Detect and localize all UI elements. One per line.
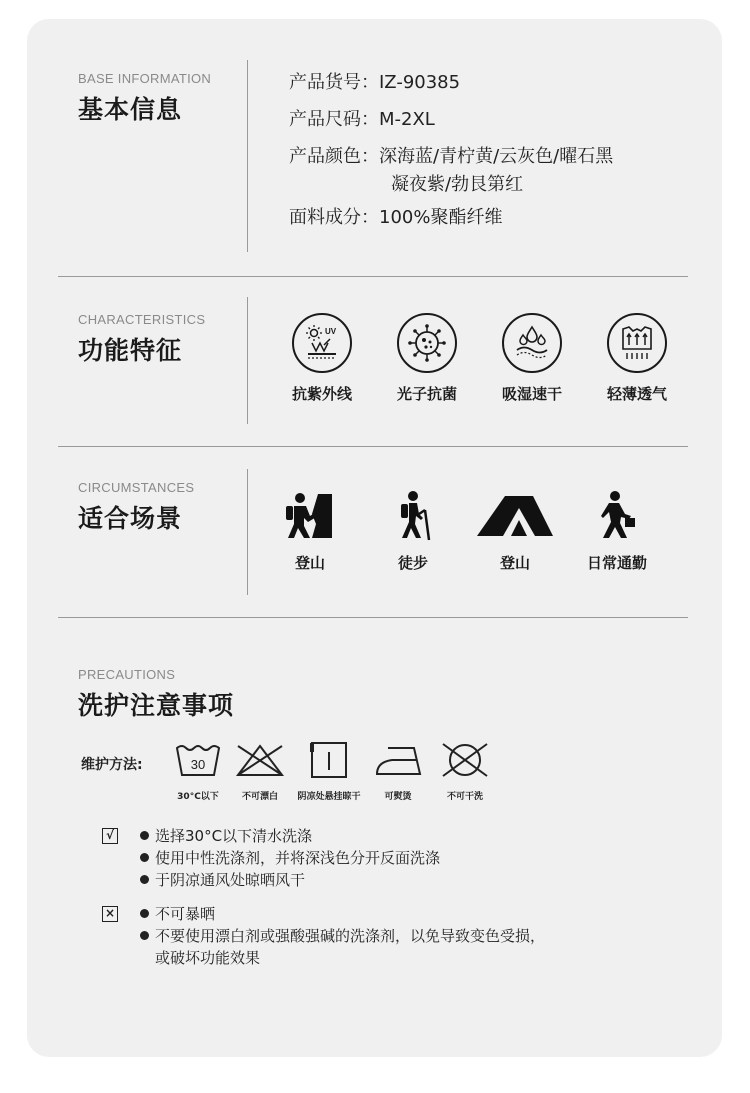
feature-label: 吸湿速干 xyxy=(501,385,562,403)
care-caption: 不可干洗 xyxy=(446,792,483,802)
info-row-size xyxy=(289,105,435,131)
divider-vertical xyxy=(247,297,248,424)
info-key: 产品颜色： xyxy=(289,146,379,167)
dont-item-cont xyxy=(155,947,260,968)
uv-protection-icon xyxy=(292,313,352,373)
section-title-circumstances: 适合场景 xyxy=(78,504,183,533)
scene-climbing xyxy=(265,490,355,573)
info-value: 深海蓝/青柠黄/云灰色/曜石黑 xyxy=(379,146,614,167)
no-dry-clean-icon xyxy=(439,740,491,780)
info-value: IZ-90385 xyxy=(379,72,461,93)
scene-commute xyxy=(572,490,662,573)
section-title-base: 基本信息 xyxy=(78,95,183,124)
do-item xyxy=(140,869,305,890)
divider-vertical xyxy=(247,469,248,595)
dont-item xyxy=(140,925,545,946)
dont-item-text: 或破坏功能效果 xyxy=(155,949,261,967)
care-caption: 阴凉处悬挂晾干 xyxy=(297,792,361,802)
climbing-icon xyxy=(282,490,338,542)
dont-item-text: 不可暴晒 xyxy=(155,905,216,923)
dont-cross-icon: × xyxy=(102,906,118,922)
feature-label: 光子抗菌 xyxy=(396,385,457,403)
no-bleach-icon xyxy=(234,742,286,778)
info-key: 产品尺码： xyxy=(289,109,379,130)
commute-icon xyxy=(589,490,645,542)
do-item-text: 使用中性洗涤剂，并将深浅色分开反面洗涤 xyxy=(155,849,441,867)
divider-horizontal xyxy=(58,276,688,277)
feature-label: 抗紫外线 xyxy=(291,385,352,403)
info-row-fabric xyxy=(289,203,502,229)
do-check-icon: √ xyxy=(102,828,118,844)
care-caption: 不可漂白 xyxy=(241,792,278,802)
iron-icon xyxy=(374,744,422,778)
care-method-label: 维护方法: xyxy=(81,757,143,773)
scene-camping xyxy=(470,490,560,573)
info-value: 凝夜紫/勃艮第红 xyxy=(391,174,524,195)
bullet-dot xyxy=(140,831,149,840)
info-value: 100%聚酯纤维 xyxy=(379,207,503,228)
wash-temp-text: 30 xyxy=(190,757,206,772)
scene-label: 日常通勤 xyxy=(586,554,647,572)
scene-label: 徒步 xyxy=(397,554,428,572)
care-caption: 可熨烫 xyxy=(384,792,412,802)
divider-horizontal xyxy=(58,617,688,618)
info-row-sku xyxy=(289,68,460,94)
bullet-dot xyxy=(140,853,149,862)
feature-label: 轻薄透气 xyxy=(606,385,667,403)
tent-icon xyxy=(475,490,555,542)
scene-label: 登山 xyxy=(499,554,530,572)
do-item-text: 选择30°C以下清水洗涤 xyxy=(155,827,313,845)
antibacterial-icon xyxy=(397,313,457,373)
care-caption: 30°C以下 xyxy=(177,792,219,802)
dont-item xyxy=(140,903,215,924)
info-row-color-cont xyxy=(391,170,523,196)
section-en-base: BASE INFORMATION xyxy=(78,71,212,86)
hiking-icon xyxy=(385,490,441,542)
scene-hiking xyxy=(368,490,458,573)
section-title-precautions: 洗护注意事项 xyxy=(78,691,235,720)
do-item-text: 于阴凉通风处晾晒风干 xyxy=(155,871,306,889)
dont-item-text: 不要使用漂白剂或强酸强碱的洗涤剂，以免导致变色受损， xyxy=(155,927,546,945)
divider-horizontal xyxy=(58,446,688,447)
section-title-characteristics: 功能特征 xyxy=(78,336,183,365)
scene-label: 登山 xyxy=(294,554,325,572)
info-value: M-2XL xyxy=(379,109,435,130)
info-key: 产品货号： xyxy=(289,72,379,93)
section-en-characteristics: CHARACTERISTICS xyxy=(78,312,206,327)
feature-quick-dry xyxy=(487,313,577,404)
wash-30-icon xyxy=(174,742,222,778)
section-en-circumstances: CIRCUMSTANCES xyxy=(78,480,195,495)
feature-breathable xyxy=(592,313,682,404)
info-key: 面料成分： xyxy=(289,207,379,228)
bullet-dot xyxy=(140,931,149,940)
line-dry-shade-icon xyxy=(309,740,349,780)
do-item xyxy=(140,847,440,868)
quick-dry-icon xyxy=(502,313,562,373)
do-item xyxy=(140,825,312,846)
divider-vertical xyxy=(247,60,248,252)
info-row-color xyxy=(289,142,613,168)
section-en-precautions: PRECAUTIONS xyxy=(78,667,176,682)
feature-uv xyxy=(277,313,367,404)
breathable-icon xyxy=(607,313,667,373)
bullet-dot xyxy=(140,875,149,884)
svg-text:UV: UV xyxy=(325,327,337,336)
bullet-dot xyxy=(140,909,149,918)
feature-antibacterial xyxy=(382,313,472,404)
